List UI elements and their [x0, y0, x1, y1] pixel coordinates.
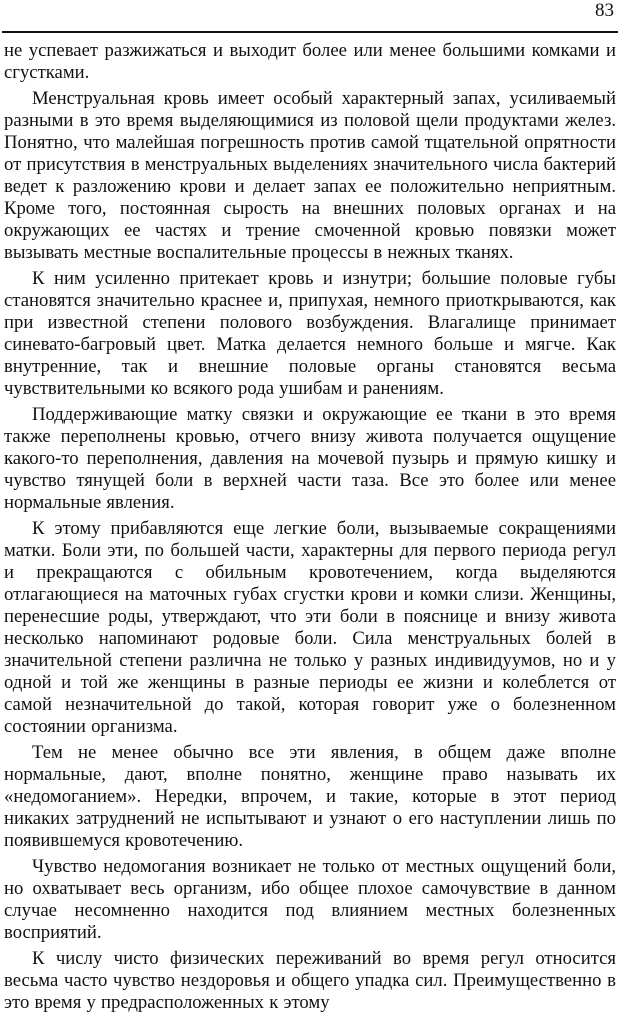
paragraph-blood-inflow: К ним усиленно притекает кровь и изнутри; большие половые губы становятся значительно краснее и, припухая, немного приоткрываются, как при известной степени полового возбуждения. Влагалище принимает синевато-багровый цвет. Матка делается немного больше и мягче. Как внутренние, так и внешние половые органы становятся весьма чувствительными ко всякого рода ушибам и ранениям. [4, 268, 616, 399]
paragraph-ligaments: Поддерживающие матку связки и окружающие ее ткани в это время также переполнены кровью, отчего внизу живота получается ощущение какого-то переполнения, давления на мочевой пузырь и прямую кишку и чувство тянущей боли в верхней части таза. Все это более или менее нормальные явления. [4, 404, 616, 513]
paragraph-menstrual-blood-odor: Менструальная кровь имеет особый характерный запах, усиливаемый разными в это время выделяющимися из половой щели продуктами желез. Понятно, что малейшая погрешность против самой тщательной опрятности от присутствия в менструальных выделениях значительного числа бактерий ведет к разложению крови и делает запах ее положительно неприятным. Кроме того, постоянная сырость на внешних половых органах и на окружающих ее частях и трение смоченной кровью повязки может вызывать местные воспалительные процессы в нежных тканях. [4, 88, 616, 263]
paragraph-continued: не успевает разжижаться и выходит более или менее большими комками и сгустками. [4, 40, 616, 83]
page-body [4, 40, 616, 1018]
paragraph-physical-experiences: К числу чисто физических переживаний во время регул относится весьма часто чувство нездоровья и общего упадка сил. Преимущественно в это время у предрасположенных к этому [4, 948, 616, 1013]
paragraph-indisposition: Тем не менее обычно все эти явления, в общем даже вполне нормальные, дают, вполне понятно, женщине право называть их «недомоганием». Нередки, впрочем, и такие, которые в этот период никаких затруднений не испытывают и узнают о его наступлении лишь по появившемуся кровотечению. [4, 742, 616, 851]
page-number: 83 [595, 0, 614, 21]
header-rule [2, 31, 618, 33]
paragraph-feeling: Чувство недомогания возникает не только от местных ощущений боли, но охватывает весь организм, ибо общее плохое самочувствие в данном случае несомненно находится под влиянием местных болезненных восприятий. [4, 856, 616, 943]
paragraph-pains: К этому прибавляются еще легкие боли, вызываемые сокращениями матки. Боли эти, по большей части, характерны для первого периода регул и прекращаются с обильным кровотечением, когда выделяются отлагающиеся на маточных губах сгустки крови и комки слизи. Женщины, перенесшие роды, утверждают, что эти боли в пояснице и внизу живота несколько напоминают родовые боли. Сила менструальных болей в значительной степени различна не только у разных индивидуумов, но и у одной и той же женщины в разные периоды ее жизни и колеблется от самой незначительной до такой, которая говорит уже о болезненном состоянии организма. [4, 518, 616, 737]
